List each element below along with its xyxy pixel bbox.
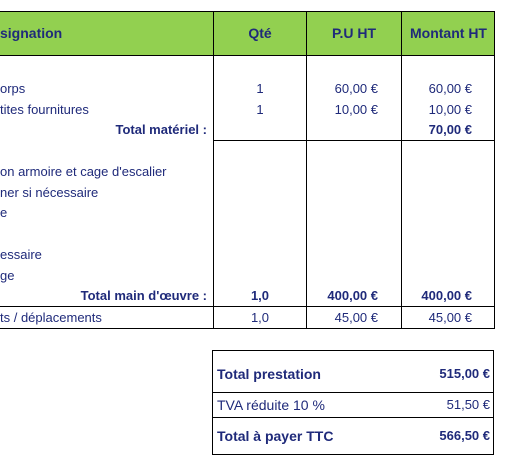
total-main-oeuvre-montant: 400,00 € — [421, 288, 472, 303]
header-pu-ht: P.U HT — [331, 25, 377, 41]
materiel-row-2-qte: 1 — [256, 102, 264, 117]
grid-line — [494, 11, 495, 329]
total-materiel-montant: 70,00 € — [428, 122, 472, 137]
materiel-row-1-qte: 1 — [256, 81, 264, 96]
grid-line — [306, 11, 307, 329]
deplacements-pu: 45,00 € — [334, 310, 378, 325]
deplacements-label: ts / déplacements — [0, 310, 102, 325]
total-ttc-label: Total à payer TTC — [217, 428, 334, 444]
deplacements-montant: 45,00 € — [428, 310, 472, 325]
tva-label: TVA réduite 10 % — [217, 397, 325, 413]
total-main-oeuvre-pu: 400,00 € — [327, 288, 378, 303]
total-main-oeuvre-label: Total main d'œuvre : — [80, 288, 207, 303]
grid-line — [0, 55, 495, 56]
total-ttc-value: 566,50 € — [439, 428, 490, 443]
tva-value: 51,50 € — [446, 397, 490, 412]
grid-line — [0, 328, 495, 329]
materiel-row-1-label: orps — [0, 81, 26, 96]
main-oeuvre-line-3: e — [0, 205, 8, 220]
materiel-row-2-label: tites fournitures — [0, 102, 89, 117]
header-designation: signation — [0, 25, 63, 41]
totals-divider — [213, 392, 493, 393]
grid-line — [213, 11, 214, 329]
main-oeuvre-line-4: essaire — [0, 247, 42, 262]
grid-line — [401, 11, 402, 329]
main-oeuvre-line-5: ge — [0, 268, 15, 283]
materiel-row-1-montant: 60,00 € — [428, 81, 472, 96]
total-main-oeuvre-qte: 1,0 — [250, 288, 270, 303]
grid-line — [0, 11, 495, 12]
total-materiel-label: Total matériel : — [115, 122, 207, 137]
materiel-row-1-pu: 60,00 € — [334, 81, 378, 96]
materiel-row-2-montant: 10,00 € — [428, 102, 472, 117]
main-oeuvre-line-2: ner si nécessaire — [0, 185, 99, 200]
grid-line — [213, 140, 495, 141]
totals-divider — [213, 417, 493, 418]
header-qte: Qté — [248, 25, 272, 41]
materiel-row-2-pu: 10,00 € — [334, 102, 378, 117]
main-oeuvre-line-1: on armoire et cage d'escalier — [0, 164, 167, 179]
deplacements-qte: 1,0 — [250, 310, 270, 325]
header-montant-ht: Montant HT — [410, 25, 487, 41]
grid-line — [0, 306, 495, 307]
total-prestation-value: 515,00 € — [439, 366, 490, 381]
total-prestation-label: Total prestation — [217, 366, 321, 382]
